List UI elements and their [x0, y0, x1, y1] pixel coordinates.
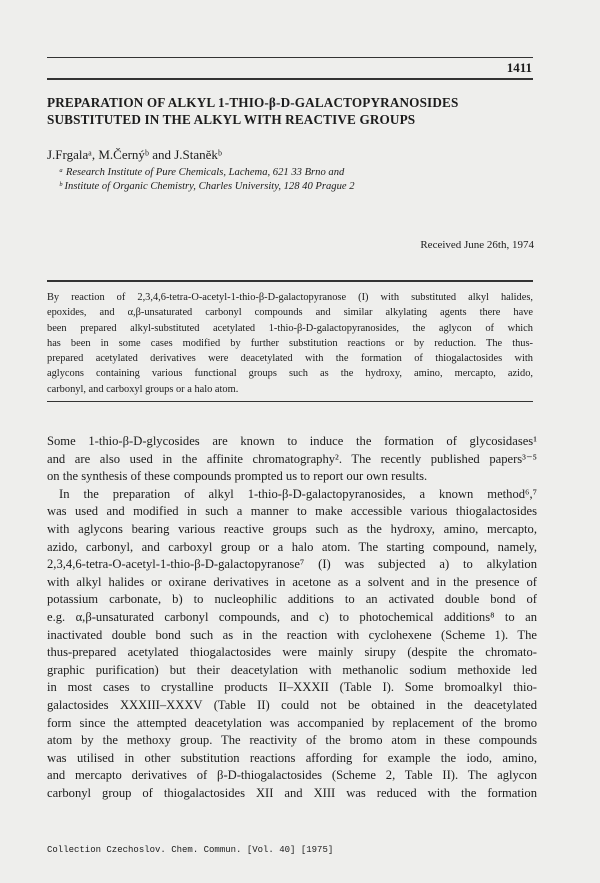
abstract-line: aglycons containing various functional groups such as the hydroxy, amino, mercapto, azido, — [47, 368, 533, 380]
abstract-line: epoxides, and α,β-unsaturated carbonyl compounds and similar alkylating agents there have — [47, 307, 533, 319]
affiliation-b: ᵇ Institute of Organic Chemistry, Charles University, 128 40 Prague 2 — [59, 181, 355, 192]
body-line: In the preparation of alkyl 1-thio-β-D-galactopyranosides, a known method⁶,⁷ — [59, 486, 537, 501]
header-rule-top — [47, 57, 533, 58]
article-title — [47, 94, 547, 128]
abstract — [47, 290, 533, 397]
body-line: 2,3,4,6-tetra-O-acetyl-1-thio-β-D-galactopyranose⁷ (I) was subjected a) to alkylation — [47, 557, 537, 572]
abstract-line: been prepared alkyl-substituted acetylated 1-thio-β-D-galactopyranosides, the aglycon of which — [47, 322, 533, 334]
body-line: potassium carbonate, b) to nucleophilic additions to an activated double bond of — [47, 592, 537, 607]
abstract-line: carbonyl, and carboxyl groups or a halo atom. — [47, 383, 239, 395]
header-rule-bottom — [47, 78, 533, 80]
body-line: thus-prepared acetylated thiogalactosides were mainly sirupy (despite the chromato- — [47, 645, 537, 660]
title-line: PREPARATION OF ALKYL 1-THIO-β-D-GALACTOPYRANOSIDES — [47, 95, 459, 110]
body-line: graphic purification) but their deacetylation with methanolic sodium methoxide led — [47, 662, 537, 677]
abstract-rule-top — [47, 280, 533, 282]
affiliation-a: ᵃ Research Institute of Pure Chemicals, Lachema, 621 33 Brno and — [59, 167, 345, 178]
journal-footer: Collection Czechoslov. Chem. Commun. [Vol. 40] [1975] — [47, 845, 334, 855]
body-line: and mercapto derivatives of β-D-thiogalactosides (Scheme 2, Table II). The aglycon — [47, 768, 537, 783]
body-line: with alkyl halides or oxirane derivatives in acetone as a solvent and in the presence of — [47, 574, 537, 589]
abstract-rule-bottom — [47, 401, 533, 402]
body-line: carbonyl group of thiogalactosides XII and XIII was reduced with the formation — [47, 785, 537, 800]
body-line: in most cases to crystalline products II–XXXII (Table I). Some bromoalkyl thio- — [47, 680, 537, 695]
body-line: e.g. α,β-unsaturated carbonyl compounds, and c) to photochemical additions⁸ to an — [47, 609, 537, 624]
body-line: Some 1-thio-β-D-glycosides are known to induce the formation of glycosidases¹ — [47, 434, 537, 448]
received-date: Received June 26th, 1974 — [420, 239, 534, 251]
body-text — [47, 433, 537, 802]
body-line: azido, carbonyl, and carboxyl group or a halo atom. The starting compound, namely, — [47, 539, 537, 554]
authors: J.Frgalaᵃ, M.Černýᵇ and J.Staněkᵇ — [47, 147, 222, 162]
title-line: SUBSTITUTED IN THE ALKYL WITH REACTIVE GROUPS — [47, 112, 416, 127]
abstract-line: prepared acetylated derivatives were deacetylated with the formation of thiogalactosides with — [47, 353, 533, 365]
abstract-line: By reaction of 2,3,4,6-tetra-O-acetyl-1-thio-β-D-galactopyranose (I) with substituted alkyl halides, — [47, 292, 533, 303]
body-line: was utilised in other substitution reactions affording for example the iodo, amino, — [47, 750, 537, 765]
abstract-line: has been in some cases modified by further substitution reactions or by reduction. The thus- — [47, 337, 533, 349]
page-number: 1411 — [506, 60, 532, 75]
body-line: inactivated double bond such as in the reaction with cyclohexene (Scheme 1). The — [47, 627, 537, 642]
body-line: on the synthesis of these compounds prompted us to report our own results. — [47, 469, 428, 484]
body-line: was used and modified in such a manner to make accessible various thiogalactosides — [47, 504, 537, 519]
body-line: with aglycons bearing various reactive groups such as the hydroxy, amino, mercapto, — [47, 521, 537, 536]
body-line: and are also used in the affinite chromatography². The recently published papers³⁻⁵ — [47, 451, 537, 466]
body-line: form since the attempted deacetylation was accompanied by replacement of the bromo — [47, 715, 537, 730]
body-line: galactosides XXXIII–XXXV (Table II) could not be obtained in the deacetylated — [47, 697, 537, 712]
body-line: atom by the methoxy group. The reactivity of the bromo atom in these compounds — [47, 733, 537, 748]
